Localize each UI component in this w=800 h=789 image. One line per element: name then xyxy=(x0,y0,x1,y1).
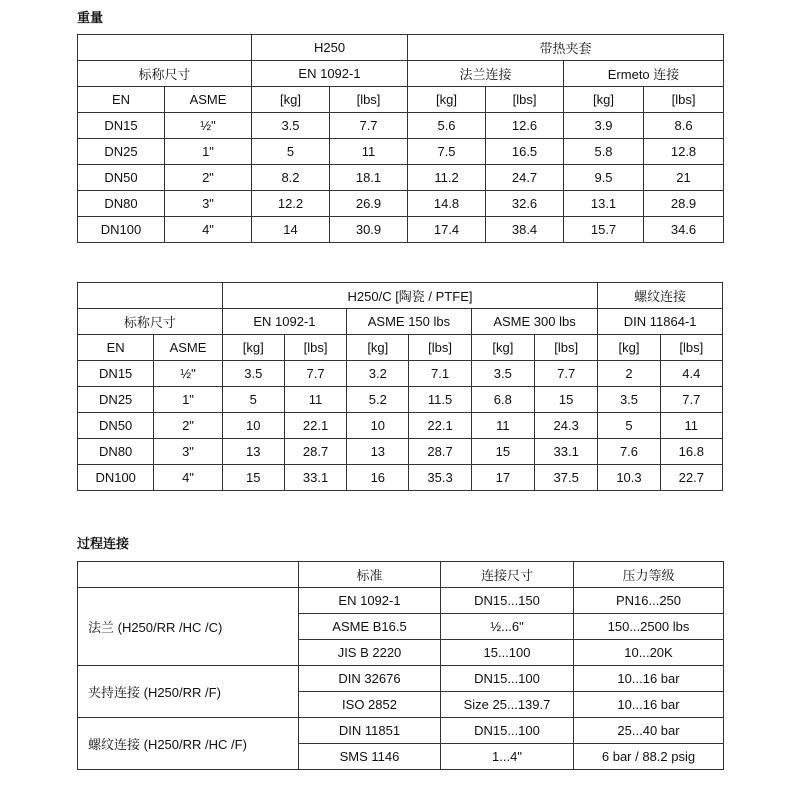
table-cell: 5 xyxy=(252,139,330,165)
table-cell: 5.8 xyxy=(564,139,644,165)
unit-kg: [kg] xyxy=(222,335,284,361)
table-cell: 6.8 xyxy=(471,387,534,413)
table-cell: 32.6 xyxy=(486,191,564,217)
header-row-2 xyxy=(78,61,724,87)
table-cell: 12.6 xyxy=(486,113,564,139)
table-cell: 3.5 xyxy=(222,361,284,387)
table-cell: 35.3 xyxy=(409,465,471,491)
table-cell: DN80 xyxy=(78,439,154,465)
weight-table-h250 xyxy=(77,34,724,243)
table-cell: 33.1 xyxy=(284,465,346,491)
table-cell: 7.5 xyxy=(408,139,486,165)
threaded-group-label: 螺纹连接 (H250/RR /HC /F) xyxy=(78,718,299,770)
table-cell: DN100 xyxy=(78,465,154,491)
standard-header: 标准 xyxy=(299,562,441,588)
header-row-3 xyxy=(78,335,723,361)
table-cell: 11 xyxy=(330,139,408,165)
blank-header-cell xyxy=(78,283,223,309)
table-cell: DN15...100 xyxy=(441,718,574,744)
table-cell: 1" xyxy=(165,139,252,165)
table-cell: 8.2 xyxy=(252,165,330,191)
table-cell: 24.3 xyxy=(534,413,597,439)
col-asme: ASME xyxy=(165,87,252,113)
table-cell: ½...6" xyxy=(441,614,574,640)
table-cell: 38.4 xyxy=(486,217,564,243)
table-cell: 7.1 xyxy=(409,361,471,387)
table-cell: 14 xyxy=(252,217,330,243)
table-cell: 7.7 xyxy=(284,361,346,387)
unit-kg: [kg] xyxy=(252,87,330,113)
table-cell: 22.7 xyxy=(660,465,722,491)
table-cell: 3.9 xyxy=(564,113,644,139)
table-row xyxy=(78,439,723,465)
table-cell: 15.7 xyxy=(564,217,644,243)
table-cell: 7.7 xyxy=(534,361,597,387)
table-cell: ½" xyxy=(154,361,222,387)
unit-kg: [kg] xyxy=(471,335,534,361)
table-cell: 3" xyxy=(154,439,222,465)
table-cell: Size 25...139.7 xyxy=(441,692,574,718)
nominal-size-header: 标称尺寸 xyxy=(78,61,252,87)
table-cell: 15...100 xyxy=(441,640,574,666)
table-cell: 150...2500 lbs xyxy=(574,614,724,640)
table-cell: 7.7 xyxy=(660,387,722,413)
header-row-2 xyxy=(78,309,723,335)
pressure-rating-header: 压力等级 xyxy=(574,562,724,588)
unit-lbs: [lbs] xyxy=(486,87,564,113)
clamp-group-label: 夹持连接 (H250/RR /F) xyxy=(78,666,299,718)
table-cell: PN16...250 xyxy=(574,588,724,614)
table-row xyxy=(78,361,723,387)
unit-lbs: [lbs] xyxy=(284,335,346,361)
table-cell: 28.7 xyxy=(284,439,346,465)
table-cell: 3.5 xyxy=(252,113,330,139)
connection-size-header: 连接尺寸 xyxy=(441,562,574,588)
table-cell: 4.4 xyxy=(660,361,722,387)
table-cell: 28.9 xyxy=(644,191,724,217)
table-cell: 10 xyxy=(347,413,409,439)
unit-lbs: [lbs] xyxy=(409,335,471,361)
table-row xyxy=(78,413,723,439)
table-cell: 11 xyxy=(471,413,534,439)
table-cell: 5 xyxy=(598,413,660,439)
table-cell: 37.5 xyxy=(534,465,597,491)
table-cell: 22.1 xyxy=(284,413,346,439)
table-cell: 13 xyxy=(347,439,409,465)
table-row xyxy=(78,165,724,191)
table-cell: 15 xyxy=(471,439,534,465)
table-cell: 15 xyxy=(222,465,284,491)
unit-lbs: [lbs] xyxy=(644,87,724,113)
table-cell: 22.1 xyxy=(409,413,471,439)
unit-kg: [kg] xyxy=(598,335,660,361)
table-cell: DN100 xyxy=(78,217,165,243)
weight-section-title: 重量 xyxy=(77,10,104,25)
table-cell: 16.8 xyxy=(660,439,722,465)
table-cell: 6 bar / 88.2 psig xyxy=(574,744,724,770)
table-cell: ASME B16.5 xyxy=(299,614,441,640)
heated-jacket-header: 带热夹套 xyxy=(408,35,724,61)
table-cell: 2" xyxy=(154,413,222,439)
table-row xyxy=(78,191,724,217)
unit-kg: [kg] xyxy=(347,335,409,361)
table-cell: 11.2 xyxy=(408,165,486,191)
table-cell: 4" xyxy=(165,217,252,243)
table-cell: DN25 xyxy=(78,139,165,165)
table-cell: 1...4" xyxy=(441,744,574,770)
table-cell: 21 xyxy=(644,165,724,191)
table-cell: 13.1 xyxy=(564,191,644,217)
unit-kg: [kg] xyxy=(408,87,486,113)
unit-lbs: [lbs] xyxy=(660,335,722,361)
table-cell: 16.5 xyxy=(486,139,564,165)
table-cell: 18.1 xyxy=(330,165,408,191)
table-cell: DIN 32676 xyxy=(299,666,441,692)
table-cell: 16 xyxy=(347,465,409,491)
table-cell: 15 xyxy=(534,387,597,413)
table-cell: 5 xyxy=(222,387,284,413)
table-cell: 5.6 xyxy=(408,113,486,139)
table-cell: 34.6 xyxy=(644,217,724,243)
header-row-1 xyxy=(78,35,724,61)
asme150-header: ASME 150 lbs xyxy=(347,309,472,335)
table-cell: 4" xyxy=(154,465,222,491)
table-row xyxy=(78,588,724,614)
table-cell: ½" xyxy=(165,113,252,139)
table-cell: 10...16 bar xyxy=(574,666,724,692)
table-cell: 17 xyxy=(471,465,534,491)
col-en: EN xyxy=(78,87,165,113)
unit-lbs: [lbs] xyxy=(330,87,408,113)
blank-header-cell xyxy=(78,562,299,588)
table-cell: 7.7 xyxy=(330,113,408,139)
h250-header: H250 xyxy=(252,35,408,61)
blank-header-cell xyxy=(78,35,252,61)
header-row xyxy=(78,562,724,588)
table-cell: JIS B 2220 xyxy=(299,640,441,666)
unit-kg: [kg] xyxy=(564,87,644,113)
table-cell: SMS 1146 xyxy=(299,744,441,770)
table-cell: DN50 xyxy=(78,413,154,439)
table-row xyxy=(78,139,724,165)
table-cell: 10.3 xyxy=(598,465,660,491)
table-cell: ISO 2852 xyxy=(299,692,441,718)
table-cell: 9.5 xyxy=(564,165,644,191)
table-cell: DN15...100 xyxy=(441,666,574,692)
table-row xyxy=(78,465,723,491)
h250c-header: H250/C [陶瓷 / PTFE] xyxy=(222,283,598,309)
table-cell: 30.9 xyxy=(330,217,408,243)
table-cell: DN15 xyxy=(78,113,165,139)
din11864-header: DIN 11864-1 xyxy=(598,309,723,335)
table-row xyxy=(78,387,723,413)
table-row xyxy=(78,217,724,243)
table-cell: 17.4 xyxy=(408,217,486,243)
table-cell: 3.2 xyxy=(347,361,409,387)
table-cell: 3.5 xyxy=(471,361,534,387)
table-cell: 12.2 xyxy=(252,191,330,217)
table-cell: 2" xyxy=(165,165,252,191)
table-cell: 8.6 xyxy=(644,113,724,139)
table-cell: DIN 11851 xyxy=(299,718,441,744)
table-cell: 2 xyxy=(598,361,660,387)
ermeto-connection-header: Ermeto 连接 xyxy=(564,61,724,87)
table-cell: EN 1092-1 xyxy=(299,588,441,614)
asme300-header: ASME 300 lbs xyxy=(471,309,598,335)
table-cell: 28.7 xyxy=(409,439,471,465)
process-connection-table xyxy=(77,561,724,770)
table-cell: 14.8 xyxy=(408,191,486,217)
col-asme: ASME xyxy=(154,335,222,361)
table-cell: 5.2 xyxy=(347,387,409,413)
table-cell: 1" xyxy=(154,387,222,413)
weight-table-h250c xyxy=(77,282,723,491)
table-cell: 11 xyxy=(284,387,346,413)
table-cell: 10 xyxy=(222,413,284,439)
table-cell: DN80 xyxy=(78,191,165,217)
table-cell: 3.5 xyxy=(598,387,660,413)
table-cell: DN50 xyxy=(78,165,165,191)
table-cell: 26.9 xyxy=(330,191,408,217)
table-cell: 33.1 xyxy=(534,439,597,465)
en1092-header: EN 1092-1 xyxy=(252,61,408,87)
table-cell: 3" xyxy=(165,191,252,217)
flange-group-label: 法兰 (H250/RR /HC /C) xyxy=(78,588,299,666)
table-cell: 7.6 xyxy=(598,439,660,465)
header-row-1 xyxy=(78,283,723,309)
table-row xyxy=(78,113,724,139)
table-cell: 10...16 bar xyxy=(574,692,724,718)
en1092-header: EN 1092-1 xyxy=(222,309,347,335)
flange-connection-header: 法兰连接 xyxy=(408,61,564,87)
table-cell: 12.8 xyxy=(644,139,724,165)
table-cell: 11.5 xyxy=(409,387,471,413)
table-row xyxy=(78,666,724,692)
nominal-size-header: 标称尺寸 xyxy=(78,309,223,335)
table-row xyxy=(78,718,724,744)
unit-lbs: [lbs] xyxy=(534,335,597,361)
table-cell: 11 xyxy=(660,413,722,439)
col-en: EN xyxy=(78,335,154,361)
table-cell: DN15 xyxy=(78,361,154,387)
table-cell: 10...20K xyxy=(574,640,724,666)
table-cell: DN25 xyxy=(78,387,154,413)
table-cell: 25...40 bar xyxy=(574,718,724,744)
header-row-3 xyxy=(78,87,724,113)
threaded-connection-header: 螺纹连接 xyxy=(598,283,723,309)
table-cell: 24.7 xyxy=(486,165,564,191)
table-cell: DN15...150 xyxy=(441,588,574,614)
process-connection-section-title: 过程连接 xyxy=(77,536,130,551)
table-cell: 13 xyxy=(222,439,284,465)
